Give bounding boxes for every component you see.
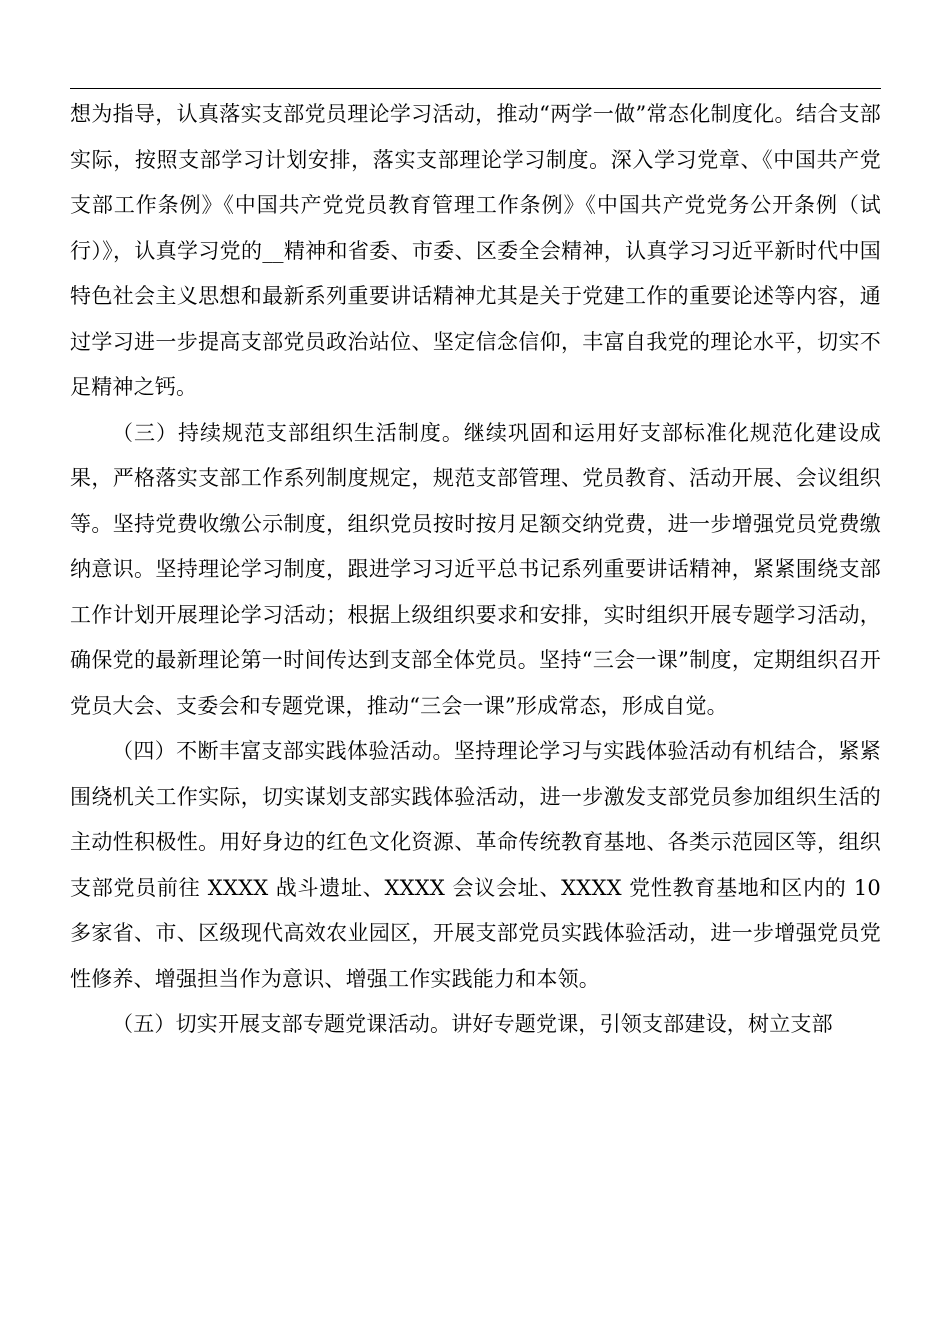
paragraph-section-5: （五）切实开展支部专题党课活动。讲好专题党课，引领支部建设，树立支部 xyxy=(112,1012,833,1036)
paragraph-section-3: （三）持续规范支部组织生活制度。继续巩固和运用好支部标准化规范化建设成果，严格落实支部工作系列制度规定，规范支部管理、党员教育、活动开展、会议组织等。坚持党费收缴公示制度，组织党员按时按月足额交纳党费，进一步增强党员党费缴纳意识。坚持理论学习制度，跟进学习习近平总书记系列重要讲话精神，紧紧围绕支部工作计划开展理论学习活动；根据上级组织要求和安排，实时组织开展专题学习活动，确保党的最新理论第一时间传达到支部全体党员。坚持“三会一课”制度，定期组织召开党员大会、支委会和专题党课，推动“三会一课”形成常态，形成自觉。 xyxy=(70,420,881,718)
paragraph-study-continued: 想为指导，认真落实支部党员理论学习活动，推动“两学一做”常态化制度化。结合支部实际，按照支部学习计划安排，落实支部理论学习制度。深入学习党章、《中国共产党支部工作条例》《中国共产党党员教育管理工作条例》《中国共产党党务公开条例（试行）》，认真学习党的__精神和省委、市委、区委全会精神，认真学习习近平新时代中国特色社会主义思想和最新系列重要讲话精神尤其是关于党建工作的重要论述等内容，通过学习进一步提高支部党员政治站位、坚定信念信仰，丰富自我党的理论水平，切实不足精神之钙。 xyxy=(70,102,881,399)
header-rule xyxy=(70,88,881,89)
paragraph-section-4: （四）不断丰富支部实践体验活动。坚持理论学习与实践体验活动有机结合，紧紧围绕机关工作实际，切实谋划支部实践体验活动，进一步激发支部党员参加组织生活的主动性积极性。用好身边的红色文化资源、革命传统教育基地、各类示范园区等，组织支部党员前往 XXXX 战斗遗址、XXXX 会议会址、XXXX 党性教育基地和区内的 10 多家省、市、区级现代高效农业园区，开展支部党员实践体验活动，进一步增强党员党性修养、增强担当作为意识、增强工作实践能力和本领。 xyxy=(70,739,881,991)
document-body xyxy=(70,92,881,1048)
